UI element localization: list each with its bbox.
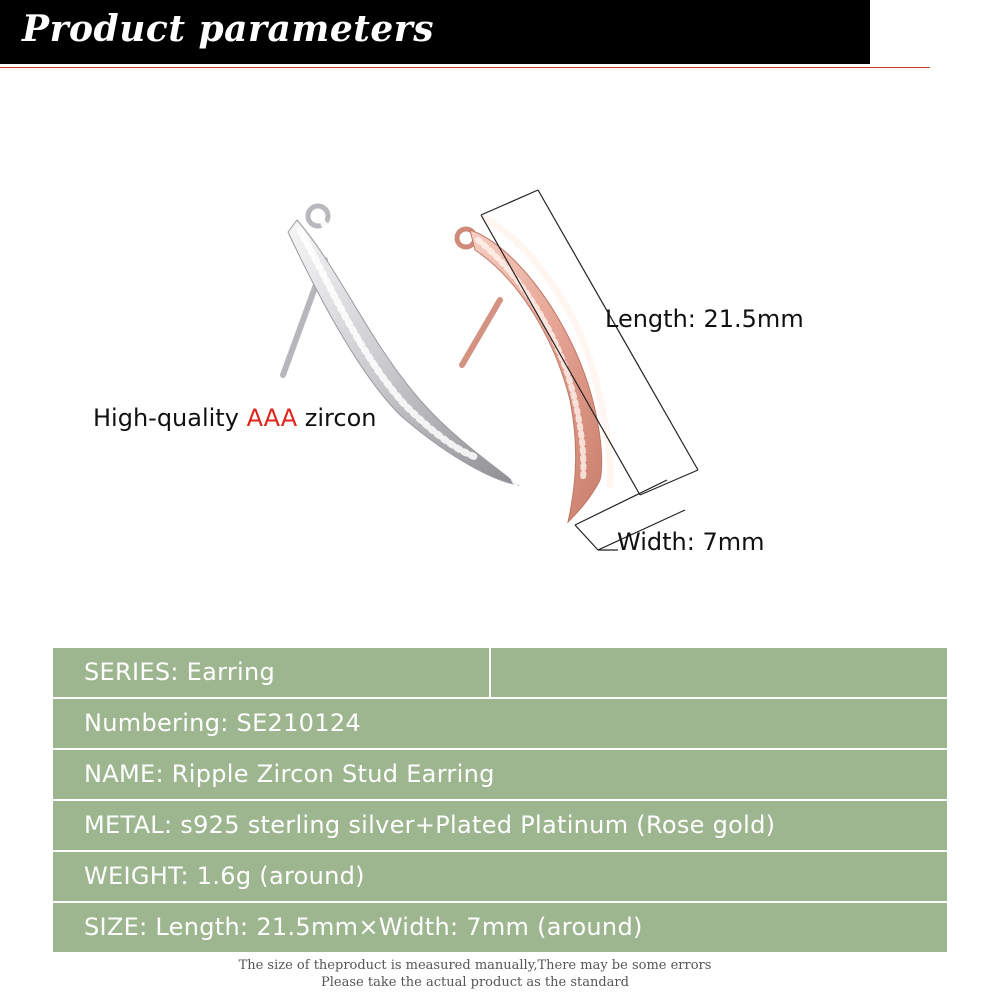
zircon-label-accent: AAA — [246, 404, 298, 432]
spec-series: SERIES: Earring — [84, 658, 276, 686]
spec-weight: WEIGHT: 1.6g (around) — [84, 862, 365, 890]
page-title: Product parameters — [22, 8, 435, 50]
header-bar — [0, 0, 870, 64]
spec-row-size — [53, 903, 947, 952]
spec-name: NAME: Ripple Zircon Stud Earring — [84, 760, 495, 788]
spec-row-numbering — [53, 699, 947, 748]
spec-row-weight — [53, 852, 947, 901]
header-divider — [0, 67, 930, 68]
spec-row-name — [53, 750, 947, 799]
zircon-label — [93, 404, 376, 432]
rose-gold-earring — [457, 218, 610, 522]
spec-size: SIZE: Length: 21.5mm×Width: 7mm (around) — [84, 913, 643, 941]
footnote-line-2: Please take the actual product as the standard — [321, 975, 629, 990]
spec-numbering: Numbering: SE210124 — [84, 709, 361, 737]
length-label: Length: 21.5mm — [605, 305, 804, 333]
footnote — [0, 957, 950, 991]
zircon-label-prefix: High-quality — [93, 404, 247, 432]
width-label: Width: 7mm — [617, 528, 765, 556]
spec-cell-divider — [489, 648, 491, 697]
spec-row-metal — [53, 801, 947, 850]
spec-row-series — [53, 648, 947, 697]
earrings-illustration — [0, 150, 1000, 610]
spec-table — [53, 648, 947, 954]
zircon-label-suffix: zircon — [297, 404, 377, 432]
product-photo — [0, 150, 1000, 610]
footnote-line-1: The size of theproduct is measured manually,There may be some errors — [238, 958, 712, 973]
spec-metal: METAL: s925 sterling silver+Plated Platinum (Rose gold) — [84, 811, 776, 839]
